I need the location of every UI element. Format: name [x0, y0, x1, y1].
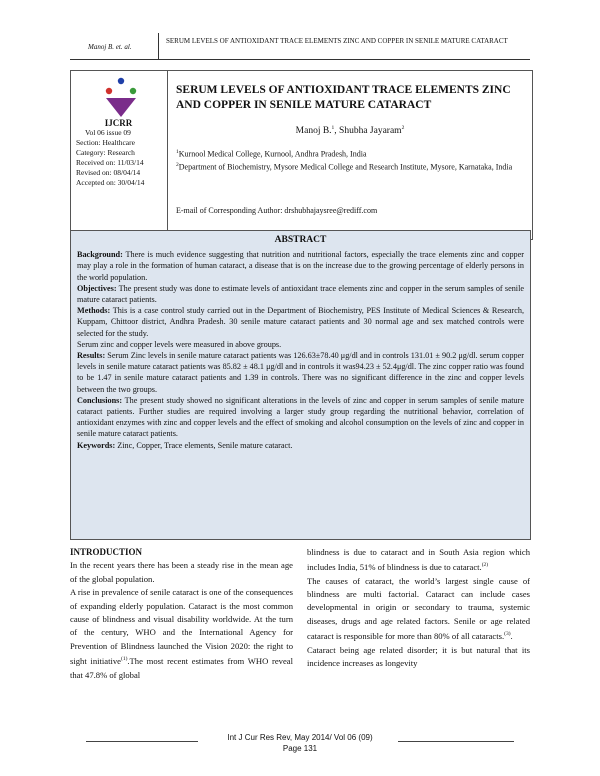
footer-citation: Int J Cur Res Rev, May 2014/ Vol 06 (09) [227, 733, 373, 742]
article-header-column [167, 71, 532, 239]
journal-name: IJCRR [104, 118, 133, 128]
abstract-heading: ABSTRACT [274, 235, 327, 245]
article-info-box [70, 70, 533, 240]
journal-info-column [71, 71, 166, 239]
citation-1: (1) [120, 656, 128, 663]
background-text: There is much evidence suggesting that nutrition and nutritional factors, especially the trace elements zinc and copper may play a role in the formation of human cataract, a disease that is on the increase due to the growing percentage of elderly persons in the world population. [77, 250, 524, 282]
abstract-methods [77, 305, 524, 339]
header-divider [158, 33, 159, 59]
results-text: Serum Zinc levels in senile mature cataract patients was 126.63±78.40 μg/dl and in controls 131.01 ± 90.2 μg/dl. serum copper levels in senile mature cataract patients was 85.82 ± 48.1 μg/dl and in controls it was94.23 ± 52.4μg/dl. The zinc copper ratio was found to be 1.47 in senile mature cataract patients and 1.39 in controls. There was no significant difference in the zinc and copper levels between the two groups. [77, 351, 524, 394]
abstract-background [77, 249, 524, 283]
abstract-keywords [77, 440, 524, 451]
abstract-objectives [77, 283, 524, 305]
abstract-methods-2: Serum zinc and copper levels were measured in above groups. [77, 339, 282, 349]
background-label: Background: [77, 250, 123, 260]
journal-section: Section: Healthcare [76, 138, 135, 147]
affiliation-1 [176, 147, 528, 160]
intro-paragraph-3 [307, 546, 530, 575]
ijcrr-logo-icon [101, 77, 141, 119]
journal-meta [76, 128, 144, 188]
conclusions-label: Conclusions: [77, 395, 123, 405]
footer-page-number: Page 131 [282, 744, 318, 753]
journal-volume: Vol 06 issue 09 [85, 128, 131, 137]
introduction-heading: INTRODUCTION [70, 547, 143, 557]
author-separator: , [334, 126, 340, 137]
objectives-text: The present study was done to estimate levels of antioxidant trace elements zinc and copper in the serum samples of senile mature cataract patients. [77, 283, 524, 305]
intro-paragraph-4 [307, 575, 530, 644]
article-title: SERUM LEVELS OF ANTIOXIDANT TRACE ELEMENTS ZINC AND COPPER IN SENILE MATURE CATARACT [176, 84, 511, 111]
corresponding-email: E-mail of Corresponding Author: drshubhajaysree@rediff.com [176, 206, 378, 215]
methods-label: Methods: [77, 306, 111, 316]
citation-2: (2) [481, 562, 489, 569]
keywords-text: Zinc, Copper, Trace elements, Senile mature cataract. [115, 440, 293, 450]
author-2-affiliation-mark: 2 [401, 125, 405, 131]
body-column-left [70, 546, 293, 682]
intro-paragraph-4-end: . [510, 631, 513, 642]
affiliation-2 [176, 160, 528, 173]
author-1: Manoj B. [295, 126, 332, 137]
page-footer [0, 732, 600, 754]
affiliations [176, 147, 528, 172]
intro-paragraph-3-text: blindness is due to cataract and in South Asia region which includes India, 51% of blindness is due to cataract. [307, 547, 530, 573]
journal-category: Category: Research [76, 148, 135, 157]
author-1-affiliation-mark: 1 [331, 125, 335, 131]
date-revised: Revised on: 08/04/14 [76, 168, 141, 177]
intro-paragraph-5: Cataract being age related disorder; it is but natural that its incidence increases as longevity [307, 644, 530, 668]
abstract-results [77, 350, 524, 395]
intro-paragraph-2-end: .The most recent estimates from WHO reveal that 47.8% of global [70, 656, 293, 680]
results-label: Results: [77, 351, 106, 361]
intro-paragraph-1: In the recent years there has been a steady rise in the mean age of the global population. [70, 560, 293, 584]
affiliation-2-text: Department of Biochemistry, Mysore Medical College and Research Institute, Mysore, Karnataka, India [178, 162, 513, 172]
intro-paragraph-2 [70, 586, 293, 682]
affiliation-2-mark: 2 [176, 161, 179, 168]
header-running-title: SERUM LEVELS OF ANTIOXIDANT TRACE ELEMENTS ZINC AND COPPER IN SENILE MATURE CATARACT [166, 37, 508, 45]
citation-3: (3) [504, 631, 511, 638]
keywords-label: Keywords: [77, 440, 116, 450]
date-received: Received on: 11/03/14 [76, 158, 144, 167]
affiliation-1-mark: 1 [176, 149, 179, 155]
abstract-box [70, 230, 531, 540]
abstract-conclusions [77, 395, 524, 440]
intro-paragraph-4-text: The causes of cataract, the world’s largest single cause of blindness are multi factorial. Cataract can include cases developmental in origin or secondary to trauma, systemic diseases, drugs and age related factors. Senile or age related cataract is responsible for more than 80% of all cataracts. [307, 575, 530, 642]
intro-paragraph-2-text: A rise in prevalence of senile cataract is one of the consequences of expanding elderly population. Cataract is the most common cause of blindness and visual disability worldwide. At the turn of the century, WHO and the International Agency for Prevention of Blindness launched the Vision 2020: the right to sight initiative [70, 587, 293, 667]
author-2: Shubha Jayaram [339, 126, 402, 137]
methods-text: This is a case control study carried out in the Department of Biochemistry, PES Institute of Medical Sciences & Research, Kuppam, Chittoor district, Andhra Pradesh. 30 senile mature cataract patients and 30 normal age and sex matched controls were selected for the study. [77, 306, 524, 338]
running-header [70, 33, 530, 60]
author-line [168, 125, 532, 136]
conclusions-text: The present study showed no significant alterations in the levels of zinc and copper in serum samples of senile mature cataract patients. Further studies are required involving a larger study group regarding the nutritional behavior, correlation of antioxidant enzymes with zinc and copper levels and the effect of smoking and alcohol consumption on the levels of zinc and copper in senile mature cataract patients. [77, 395, 524, 439]
date-accepted: Accepted on: 30/04/14 [76, 178, 145, 187]
body-column-right [307, 546, 530, 670]
objectives-label: Objectives: [77, 283, 117, 293]
header-author: Manoj B. et. al. [88, 43, 132, 51]
affiliation-1-text: Kurnool Medical College, Kurnool, Andhra Pradesh, India [178, 149, 367, 159]
